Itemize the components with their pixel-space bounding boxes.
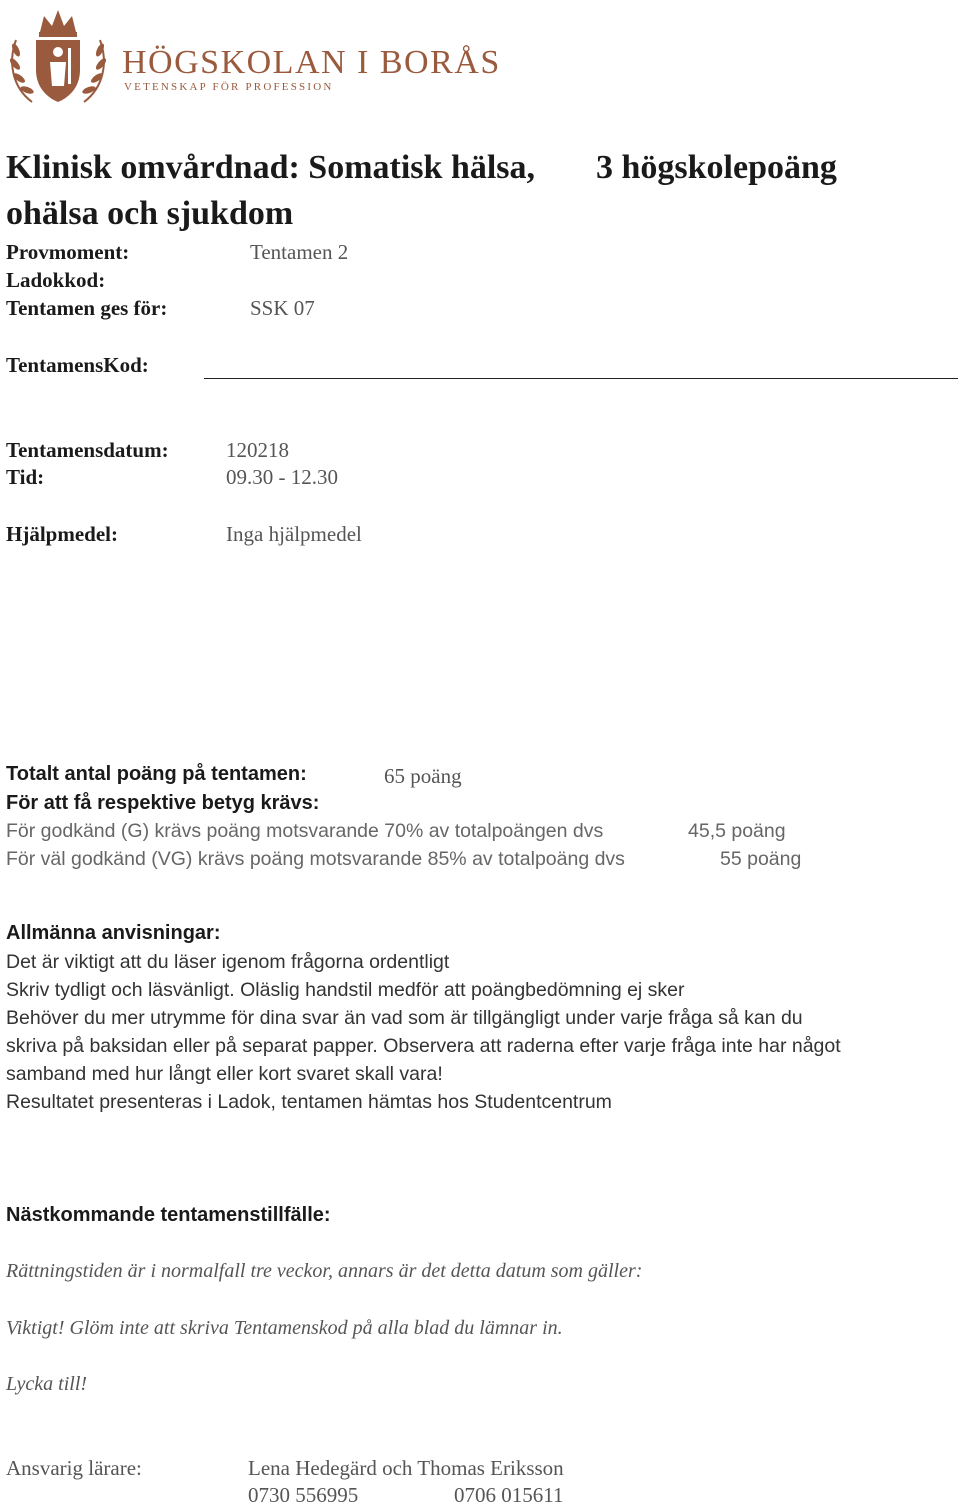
total-points-value: 65 poäng [384,764,462,788]
instruction-line: Behöver du mer utrymme för dina svar än vad som är tillgängligt under varje fråga så kan du [6,1007,803,1029]
crest-logo-icon [2,2,114,114]
grade-g-points: 45,5 poäng [688,820,786,842]
tid-value: 09.30 - 12.30 [226,465,338,489]
teacher-phone-2: 0706 015611 [454,1483,564,1507]
ladokkod-label: Ladokkod: [6,268,106,292]
viktigt-text: Viktigt! Glöm inte att skriva Tentamenskod på alla blad du lämnar in. [6,1317,563,1339]
lycka-text: Lycka till! [6,1373,88,1395]
next-exam-heading: Nästkommande tentamenstillfälle: [6,1204,331,1226]
institution-tagline: VETENSKAP FÖR PROFESSION [124,81,334,93]
datum-value: 120218 [226,438,289,462]
ges-for-value: SSK 07 [250,296,315,320]
grade-g-text: För godkänd (G) krävs poäng motsvarande 70% av totalpoängen dvs [6,820,604,842]
provmoment-label: Provmoment: [6,240,130,264]
instruction-line: Resultatet presenteras i Ladok, tentamen hämtas hos Studentcentrum [6,1091,612,1113]
datum-label: Tentamensdatum: [6,438,169,462]
teacher-names: Lena Hedegärd och Thomas Eriksson [248,1456,564,1480]
tentamenskod-line [204,378,958,379]
hjalpmedel-label: Hjälpmedel: [6,522,118,546]
instructions-heading: Allmänna anvisningar: [6,922,221,944]
teacher-label: Ansvarig lärare: [6,1456,142,1480]
ges-for-label: Tentamen ges för: [6,296,168,320]
teacher-phone-1: 0730 556995 [248,1483,359,1507]
instruction-line: Det är viktigt att du läser igenom frågorna ordentligt [6,951,450,973]
institution-name: HÖGSKOLAN I BORÅS [122,44,501,81]
total-points-label: Totalt antal poäng på tentamen: [6,763,307,785]
course-credits: 3 högskolepoäng [596,149,837,186]
tentamenskod-label: TentamensKod: [6,353,149,377]
instruction-line: Skriv tydligt och läsvänligt. Oläslig handstil medför att poängbedömning ej sker [6,979,685,1001]
tid-label: Tid: [6,465,45,489]
rattning-text: Rättningstiden är i normalfall tre veckor, annars är det detta datum som gäller: [6,1260,643,1282]
provmoment-value: Tentamen 2 [250,240,349,264]
grade-vg-text: För väl godkänd (VG) krävs poäng motsvarande 85% av totalpoäng dvs [6,848,625,870]
hjalpmedel-value: Inga hjälpmedel [226,522,362,546]
grade-vg-points: 55 poäng [720,848,802,870]
instruction-line: samband med hur långt eller kort svaret skall vara! [6,1063,443,1085]
instruction-line: skriva på baksidan eller på separat papper. Observera att raderna efter varje fråga inte har något [6,1035,841,1057]
course-title: Klinisk omvårdnad: Somatisk hälsa, ohälsa och sjukdom [6,149,536,232]
grade-heading: För att få respektive betyg krävs: [6,792,320,814]
